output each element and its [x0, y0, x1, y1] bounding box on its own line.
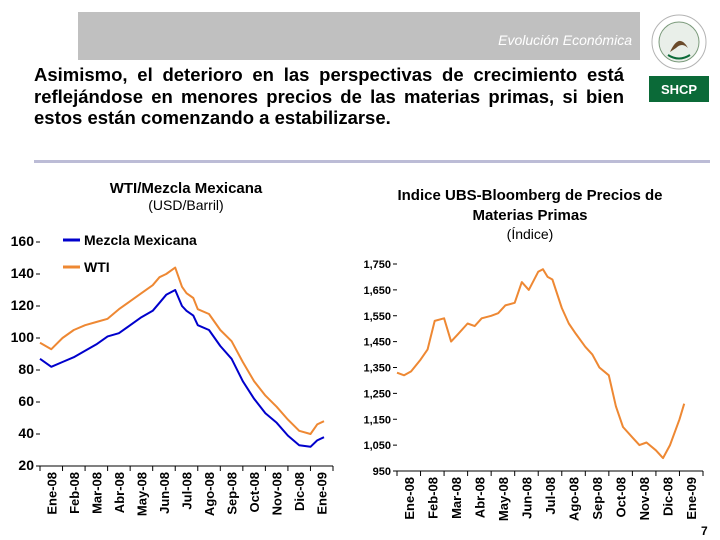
y-tick-label: 1,650	[363, 284, 391, 297]
x-tick-label: May-08	[495, 477, 511, 522]
left-chart-heading	[70, 180, 302, 213]
y-tick-label: 140	[10, 265, 34, 281]
left-chart-subtitle: (USD/Barril)	[148, 197, 224, 213]
y-tick-label: 80	[18, 361, 34, 377]
x-tick-label: Sep-08	[224, 472, 240, 515]
x-tick-label: Nov-08	[637, 477, 653, 521]
x-tick-label: Jul-08	[179, 472, 195, 510]
x-tick-label: Sep-08	[590, 477, 606, 520]
legend-label: WTI	[84, 259, 110, 275]
x-tick-label: Jul-08	[543, 477, 558, 515]
x-tick-label: Ago-08	[202, 472, 218, 517]
y-tick-label: 120	[10, 297, 34, 313]
ubs-bloomberg-chart	[345, 250, 705, 540]
y-tick-label: 60	[18, 393, 34, 409]
y-tick-label: 1,350	[363, 362, 391, 375]
x-tick-label: Jun-08	[156, 472, 172, 514]
x-tick-label: Abr-08	[472, 477, 488, 519]
x-tick-label: Oct-08	[247, 472, 263, 513]
body-paragraph: Asimismo, el deterioro en las perspectivas de crecimiento está reflejándose en menores precios de las materias primas, si bien estos están comenzando a estabilizarse.	[34, 64, 624, 128]
x-tick-label: Dic-08	[292, 472, 308, 512]
shcp-logo	[648, 12, 710, 104]
x-tick-label: Feb-08	[425, 477, 441, 519]
x-tick-label: Ene-09	[684, 477, 700, 520]
x-tick-label: Ene-09	[314, 472, 330, 515]
y-tick-label: 950	[372, 466, 391, 478]
y-tick-label: 1,550	[363, 310, 391, 323]
legend-label: Mezcla Mexicana	[84, 232, 197, 248]
right-chart-subtitle: (Índice)	[506, 226, 554, 242]
x-tick-label: Oct-08	[613, 477, 629, 518]
header-title: Evolución Económica	[498, 32, 632, 48]
header-bar	[78, 12, 640, 60]
series-line-wti	[40, 268, 324, 434]
wti-mezcla-chart	[0, 220, 345, 540]
x-tick-label: Ago-08	[566, 477, 582, 522]
x-tick-label: Feb-08	[66, 472, 82, 514]
series-line-mezcla-mexicana	[40, 290, 324, 447]
x-tick-label: Ene-08	[44, 472, 60, 515]
x-tick-label: Mar-08	[448, 477, 464, 519]
y-tick-label: 1,050	[363, 440, 391, 453]
x-tick-label: Abr-08	[111, 472, 127, 514]
left-chart-title: WTI/Mezcla Mexicana	[109, 180, 263, 197]
y-tick-label: 1,450	[363, 336, 391, 349]
page-number: 7	[701, 524, 708, 538]
series-line-index	[397, 269, 684, 458]
y-tick-label: 1,250	[363, 388, 391, 401]
x-tick-label: Ene-08	[401, 477, 417, 520]
y-tick-label: 1,150	[363, 414, 391, 427]
right-chart-heading	[368, 186, 692, 242]
x-tick-label: Mar-08	[89, 472, 105, 514]
shcp-logo-label: SHCP	[660, 82, 698, 97]
y-tick-label: 100	[10, 329, 34, 345]
y-tick-label: 20	[18, 457, 34, 473]
divider-rule	[34, 160, 710, 163]
x-tick-label: Dic-08	[660, 477, 676, 517]
right-chart-title: Indice UBS-Bloomberg de Precios de Materias Primas	[397, 187, 663, 224]
x-tick-label: Jun-08	[519, 477, 535, 519]
x-tick-label: May-08	[134, 472, 150, 517]
y-tick-label: 160	[10, 233, 34, 249]
y-tick-label: 40	[18, 425, 34, 441]
x-tick-label: Nov-08	[269, 472, 285, 516]
y-tick-label: 1,750	[363, 259, 391, 271]
